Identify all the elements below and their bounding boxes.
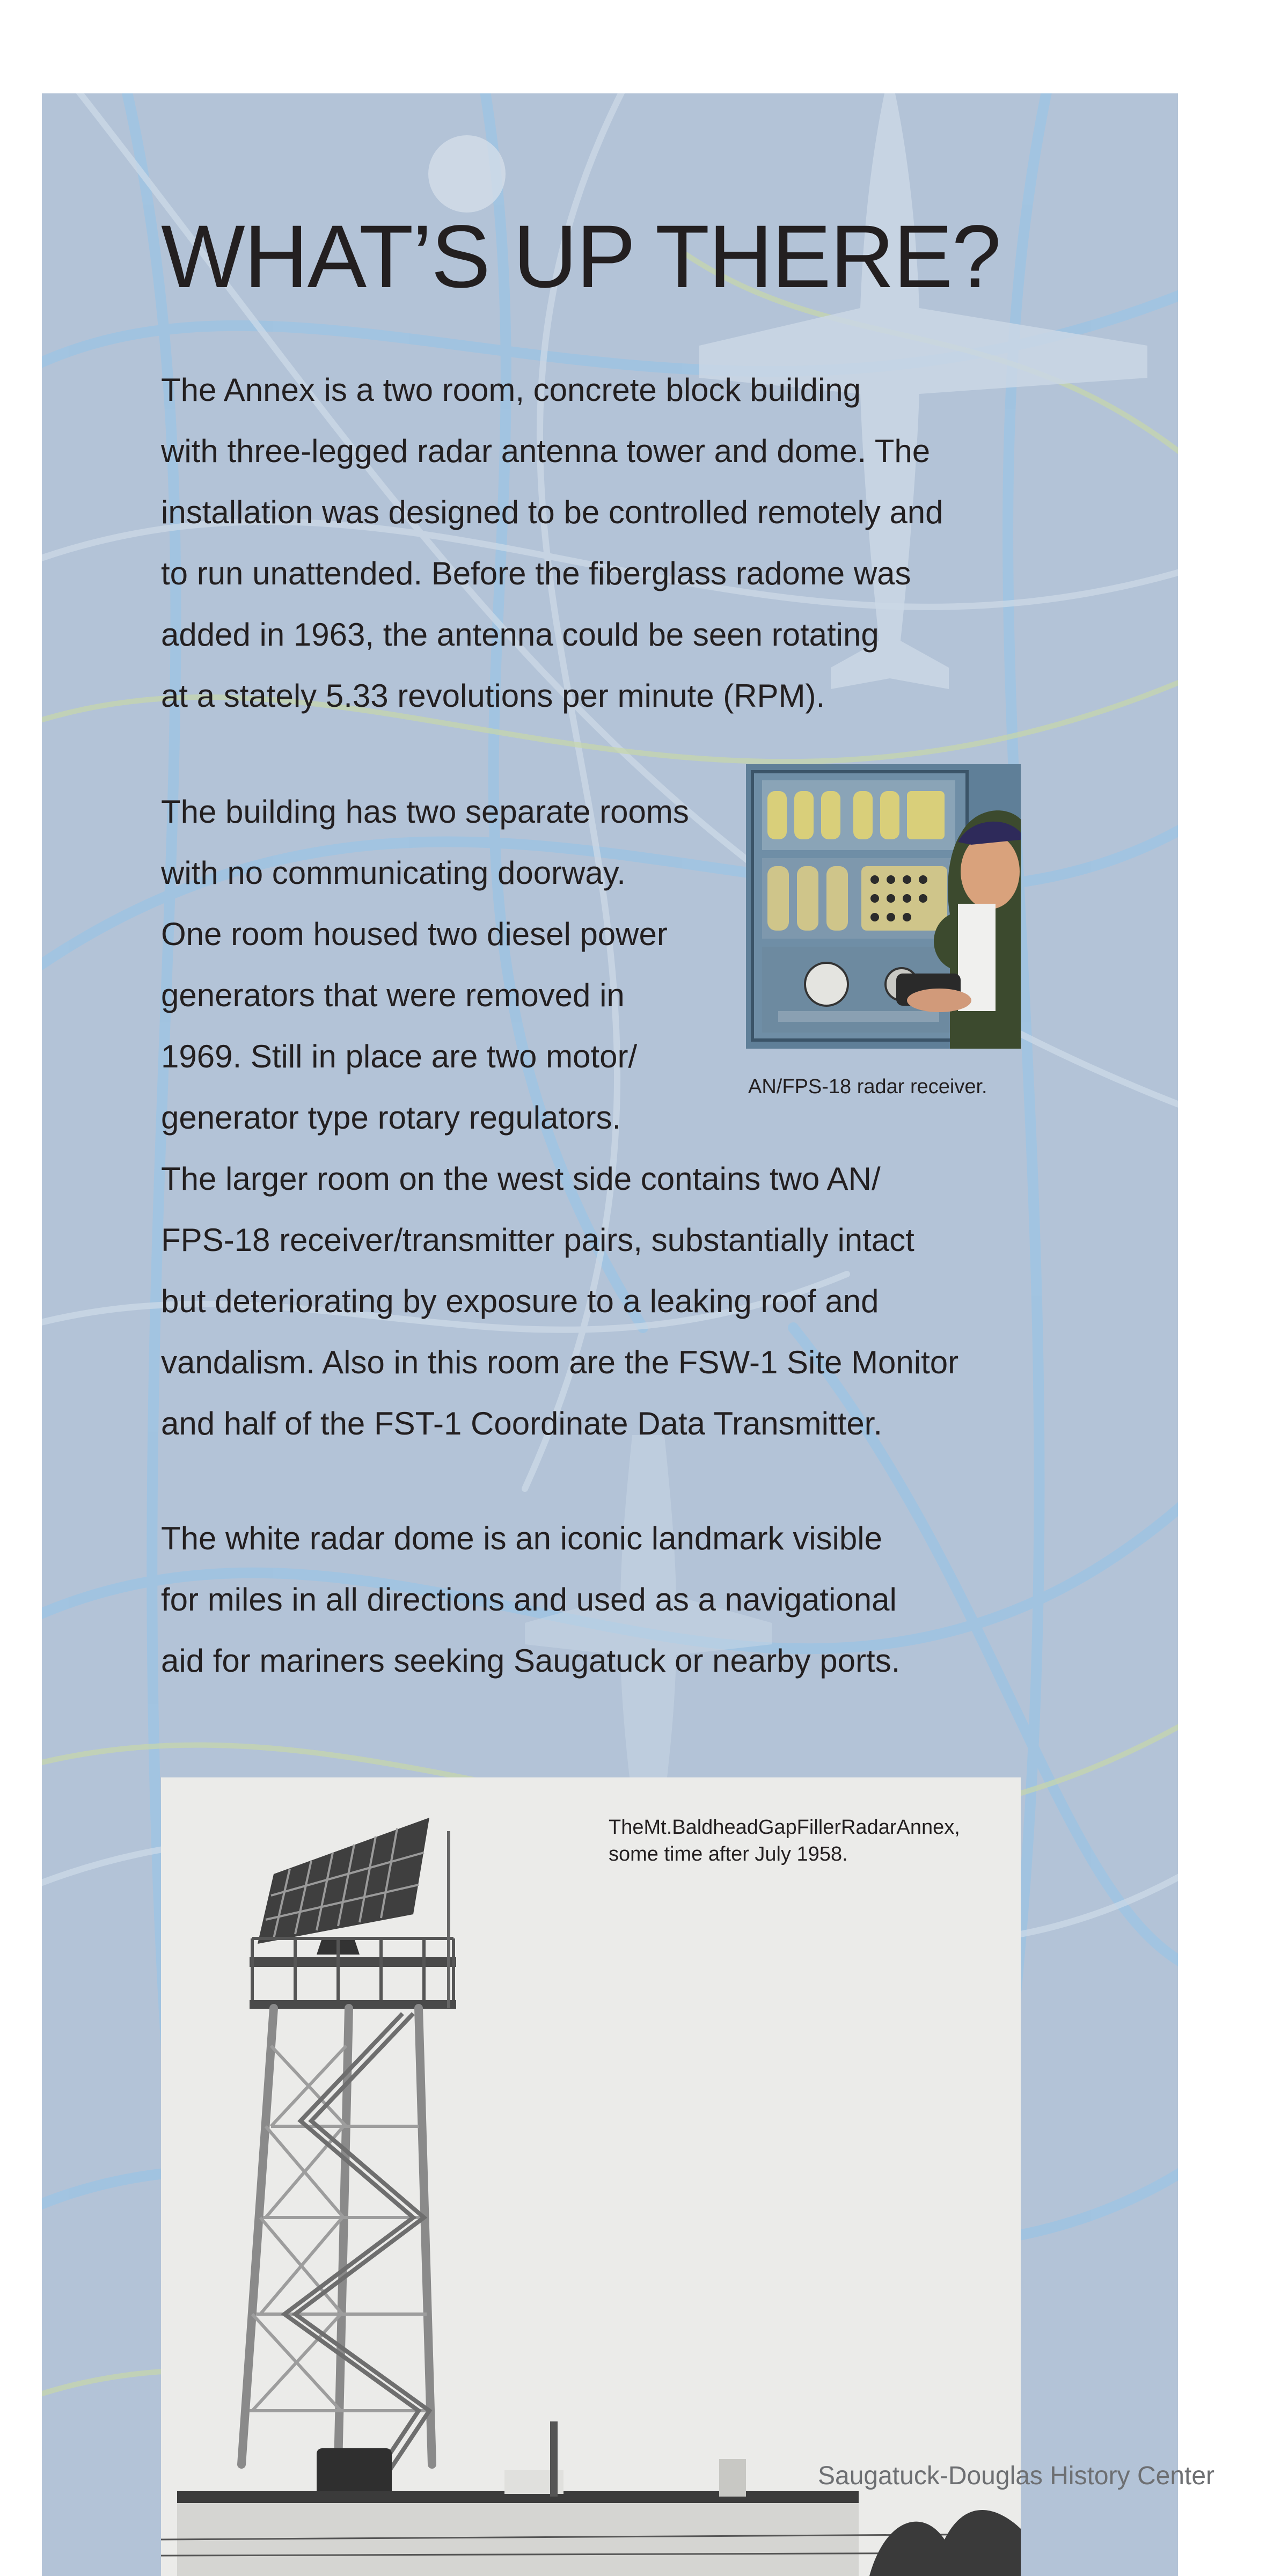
radar-annex-photo — [161, 1777, 1021, 2576]
photo1-caption: AN/FPS-18 radar receiver. — [748, 1075, 987, 1098]
paragraph-annex-description: The Annex is a two room, concrete block building with three-legged radar antenna tower and dome. The installation was designed to be controlled remotely and to run unattended. Before the fiberglass radome was added in 1963, the antenna could be seen rotating at a stately 5.33 revolutions per minute (RPM). — [161, 372, 943, 714]
paragraph-radar-dome: The white radar dome is an iconic landmark visible for miles in all directions and used as a navigational aid for mariners seeking Saugatuck or nearby ports. — [161, 1520, 901, 1679]
radar-receiver-photo — [746, 764, 1021, 1049]
photo2-caption: TheMt.BaldheadGapFillerRadarAnnex, some time after July 1958. — [609, 1816, 960, 1865]
exhibit-panel — [42, 93, 1178, 2576]
history-center-watermark: Saugatuck-Douglas History Center — [818, 2462, 1215, 2490]
paragraph-building-rooms: The building has two separate rooms with no communicating doorway. One room housed two diesel power generators that were removed in 1969. Still in place are two motor/ generator type rotary regulators. The larger room on the west side contains two AN/ FPS-18 receiver/transmitter pairs, substantially intact but deteriorating by exposure to a leaking roof and vandalism. Also in this room are the FSW-1 Site Monitor and half of the FST-1 Coordinate Data Transmitter. — [161, 794, 959, 1441]
panel-title: WHAT’S UP THERE? — [161, 207, 1000, 306]
